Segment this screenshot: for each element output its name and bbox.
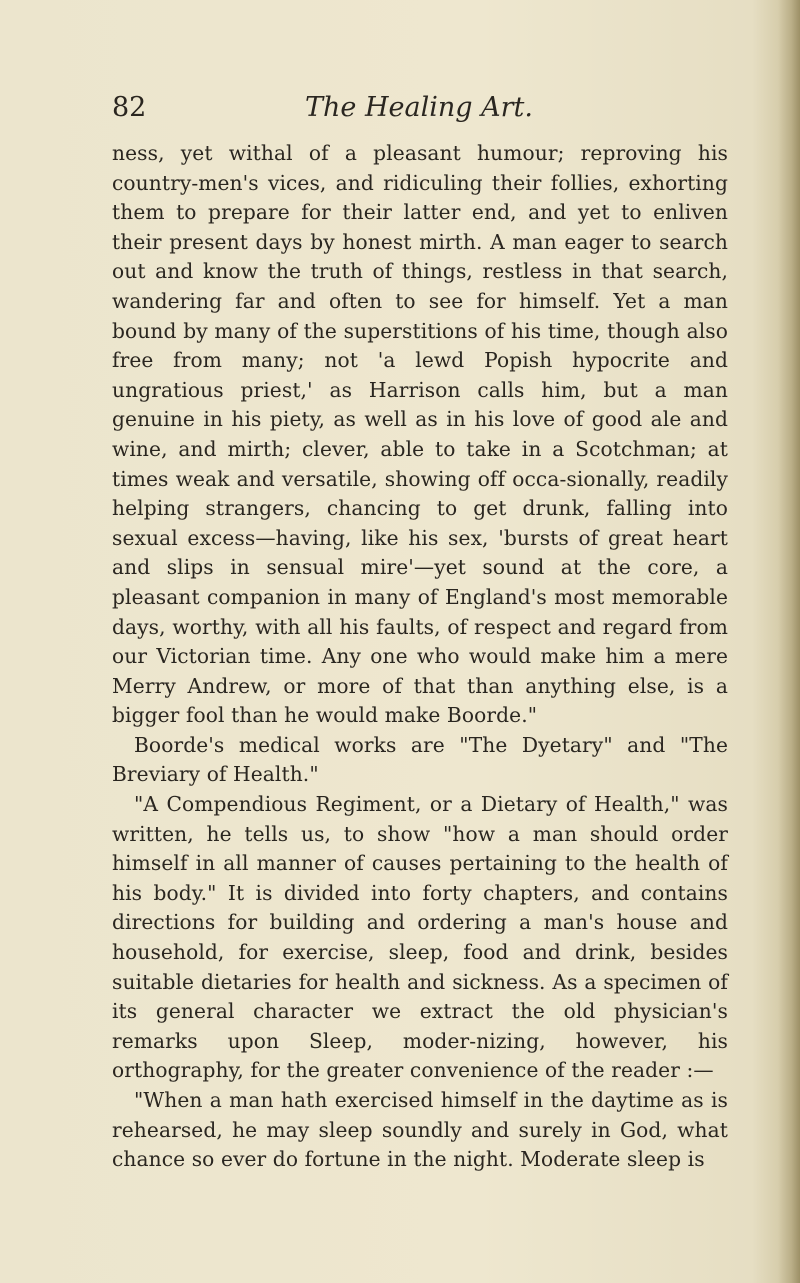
body-text [112,139,728,1175]
page-edge-shadow [778,0,800,1283]
paragraph-compendious-regiment: "A Compendious Regiment, or a Dietary of Health," was written, he tells us, to show "how a man should order himself in all manner of causes pertaining to the health of his body." It is divided into forty chapters, and contains directions for building and ordering a man's house and household, for exercise, sleep, food and drink, besides suitable dietaries for health and sickness. As a specimen of its general character we extract the old physician's remarks upon Sleep, moder-nizing, however, his orthography, for the greater convenience of the reader :— [112,792,728,1083]
page-header [0,92,800,132]
page-number: 82 [112,92,147,123]
paragraph-sleep-extract: "When a man hath exercised himself in the daytime as is rehearsed, he may sleep soundly and surely in God, what chance so ever do fortune in the night. Moderate sleep is [112,1088,728,1172]
running-title: The Healing Art. [305,92,533,123]
paragraph-medical-works: Boorde's medical works are "The Dyetary" and "The Breviary of Health." [112,732,728,787]
paragraph-boorde-character: ness, yet withal of a pleasant humour; reproving his country-men's vices, and ridiculing their follies, exhorting them to prepare for their latter end, and yet to enliven their present days by honest mirth. A man eager to search out and know the truth of things, restless in that search, wandering far and often to see for himself. Yet a man bound by many of the superstitions of his time, though also free from many; not 'a lewd Popish hypocrite and ungratious priest,' as Harrison calls him, but a man genuine in his piety, as well as in his love of good ale and wine, and mirth; clever, able to take in a Scotchman; at times weak and versatile, showing off occa-sionally, readily helping strangers, chancing to get drunk, falling into sexual excess—having, like his sex, 'bursts of great heart and slips in sensual mire'—yet sound at the core, a pleasant companion in many of England's most memorable days, worthy, with all his faults, of respect and regard from our Victorian time. Any one who would make him a mere Merry Andrew, or more of that than anything else, is a bigger fool than he would make Boorde." [112,141,728,728]
